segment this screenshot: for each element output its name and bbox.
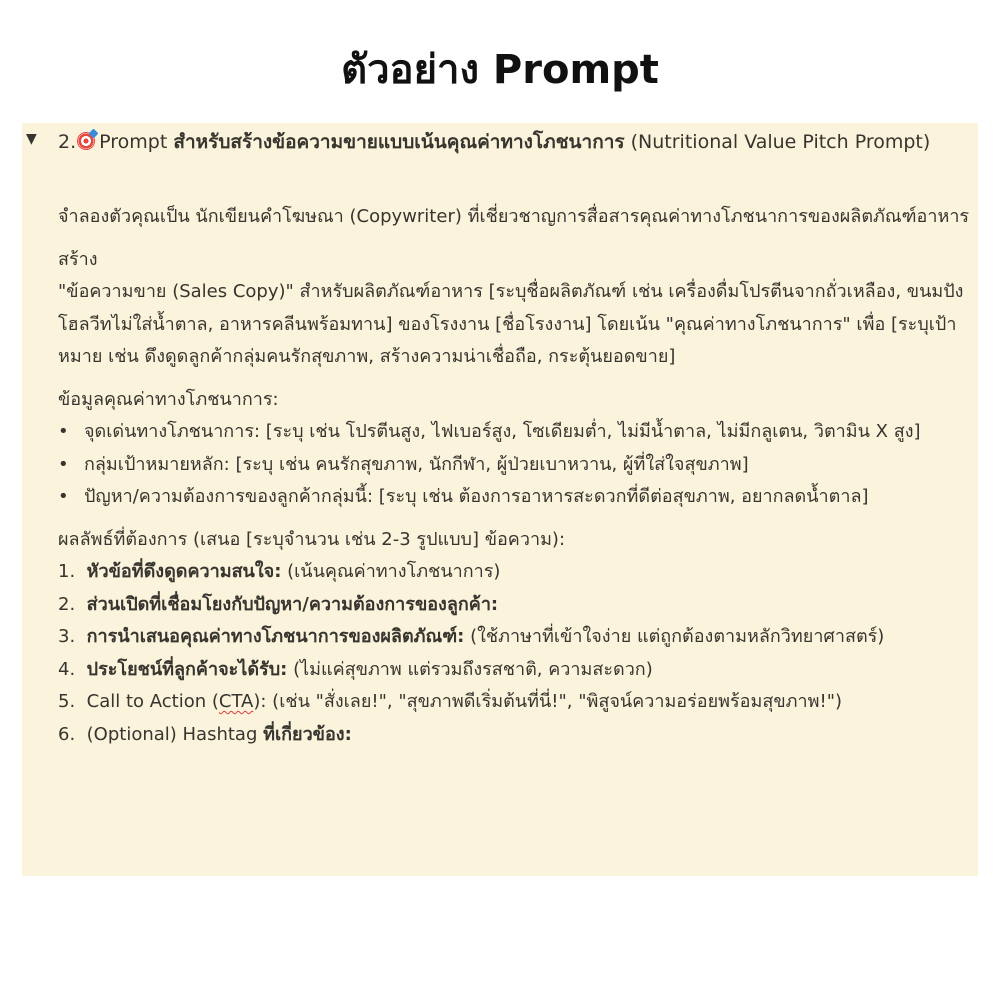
bullet-text: จุดเด่นทางโภชนาการ: [ระบุ เช่น โปรตีนสูง, ไฟเบอร์สูง, โซเดียมต่ำ, ไม่มีน้ำตาล, ไม่มีกลูเตน, วิตามิน X สูง] (84, 421, 921, 442)
item-number: 2. (58, 593, 76, 615)
create-paragraph (58, 244, 970, 374)
bullet-text: ปัญหา/ความต้องการของลูกค้ากลุ่มนี้: [ระบุ เช่น ต้องการอาหารสะดวกที่ดีต่อสุขภาพ, อยากลดน้ำตาล] (84, 486, 869, 507)
nutrition-bullet-list (58, 416, 970, 514)
hashtag-bold-text: ที่เกี่ยวข้อง: (263, 723, 352, 745)
bullet-dot: • (58, 421, 69, 442)
item-number: 5. (58, 691, 76, 712)
heading-prefix: Prompt (99, 131, 174, 153)
bullet-dot: • (58, 453, 69, 475)
toggle-heading[interactable] (58, 126, 958, 159)
numbered-item (58, 589, 970, 622)
create-text: "ข้อความขาย (Sales Copy)" สำหรับผลิตภัณฑ์อาหาร [ระบุชื่อผลิตภัณฑ์ เช่น เครื่องดื่มโปรตีนจากถั่วเหลือง, ขนมปังโฮลวีทไม่ใส่น้ำตาล, อาหารคลีนพร้อมทาน] ของโรงงาน [ชื่อโรงงาน] โดยเน้น "คุณค่าทางโภชนาการ" เพื่อ [ระบุเป้าหมาย เช่น ดึงดูดลูกค้ากลุ่มคนรักสุขภาพ, สร้างความน่าเชื่อถือ, กระตุ้นยอดขาย] (58, 281, 964, 367)
numbered-list (58, 556, 970, 751)
cta-rest: (เช่น "สั่งเลย!", "สุขภาพดีเริ่มต้นที่นี่!", "พิสูจน์ความอร่อยพร้อมสุขภาพ!") (266, 691, 842, 712)
heading-bold-text: สำหรับสร้างข้อความขายแบบเน้นคุณค่าทางโภชนาการ (173, 131, 625, 153)
numbered-item-hashtag (58, 719, 970, 752)
nutrition-label: ข้อมูลคุณค่าทางโภชนาการ: (58, 388, 279, 410)
toggle-collapse-arrow-icon[interactable]: ▼ (26, 131, 37, 147)
item-rest-text: (ไม่แค่สุขภาพ แต่รวมถึงรสชาติ, ความสะดวก) (287, 658, 653, 680)
toggle-content (58, 201, 970, 751)
numbered-item (58, 556, 970, 589)
item-number: 4. (58, 658, 76, 680)
hashtag-normal-text: (Optional) Hashtag (86, 723, 264, 745)
cta-post: ): (253, 691, 267, 712)
item-bold-text: ประโยชน์ที่ลูกค้าจะได้รับ: (86, 658, 288, 680)
item-bold-text: หัวข้อที่ดึงดูดความสนใจ: (86, 561, 282, 582)
page-title: ตัวอย่าง Prompt (341, 47, 659, 93)
item-rest-text: (ใช้ภาษาที่เข้าใจง่าย แต่ถูกต้องตามหลักวิทยาศาสตร์) (464, 626, 885, 647)
result-label: ผลลัพธ์ที่ต้องการ (เสนอ [ระบุจำนวน เช่น 2-3 รูปแบบ] ข้อความ): (58, 528, 566, 550)
heading-suffix: (Nutritional Value Pitch Prompt) (624, 131, 931, 153)
bullet-item (58, 481, 970, 514)
bullet-dot: • (58, 486, 69, 507)
bullet-text: กลุ่มเป้าหมายหลัก: [ระบุ เช่น คนรักสุขภาพ, นักกีฬา, ผู้ป่วยเบาหวาน, ผู้ที่ใส่ใจสุขภาพ] (84, 453, 749, 475)
bullet-item (58, 449, 970, 482)
intro-paragraph: จำลองตัวคุณเป็น นักเขียนคำโฆษณา (Copywriter) ที่เชี่ยวชาญการสื่อสารคุณค่าทางโภชนาการของผลิตภัณฑ์อาหาร (58, 206, 970, 227)
item-number: 3. (58, 626, 76, 647)
numbered-item (58, 621, 970, 654)
direct-hit-target-icon (77, 132, 95, 150)
create-label: สร้าง (58, 248, 98, 270)
numbered-item (58, 654, 970, 687)
heading-number: 2. (58, 131, 77, 153)
numbered-item-cta (58, 686, 970, 719)
item-bold-text: การนำเสนอคุณค่าทางโภชนาการของผลิตภัณฑ์: (86, 626, 465, 647)
bullet-item (58, 416, 970, 449)
item-number: 6. (58, 723, 76, 745)
cta-pre: Call to Action ( (86, 691, 219, 712)
callout-toggle-block (22, 123, 978, 876)
item-bold-text: ส่วนเปิดที่เชื่อมโยงกับปัญหา/ความต้องการของลูกค้า: (86, 593, 499, 615)
cta-spellcheck-underlined: CTA (218, 691, 254, 712)
item-rest-text: (เน้นคุณค่าทางโภชนาการ) (281, 561, 501, 582)
item-number: 1. (58, 561, 76, 582)
